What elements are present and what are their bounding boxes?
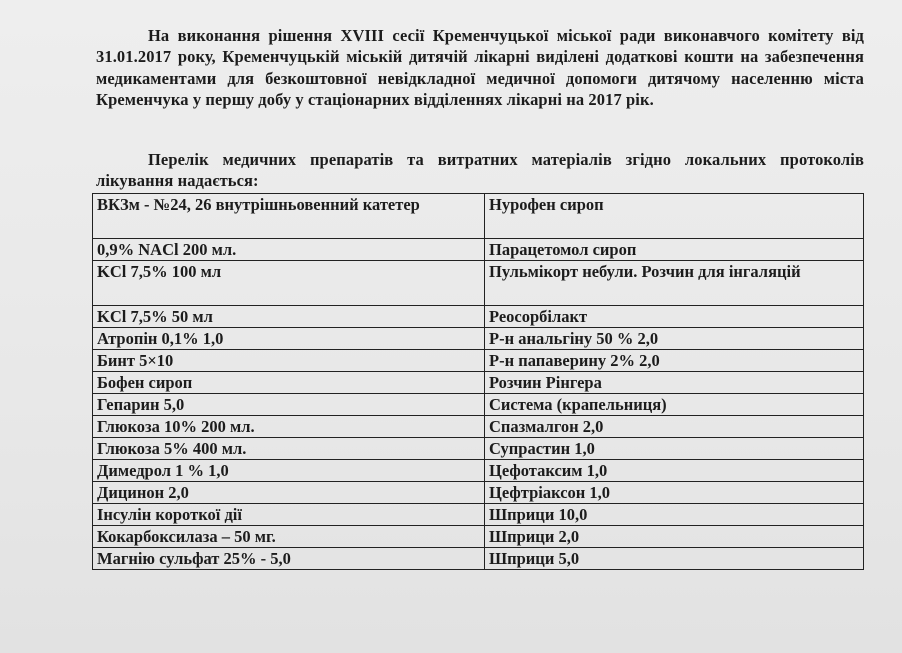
table-row xyxy=(93,460,864,482)
table-cell-left: Дицинон 2,0 xyxy=(93,482,485,504)
table-row xyxy=(93,394,864,416)
table-row xyxy=(93,194,864,239)
table-cell-left: Магнію сульфат 25% - 5,0 xyxy=(93,548,485,570)
table-cell-left: Глюкоза 5% 400 мл. xyxy=(93,438,485,460)
table-row xyxy=(93,328,864,350)
table-cell-right: Р-н анальгіну 50 % 2,0 xyxy=(485,328,864,350)
table-cell-left: Глюкоза 10% 200 мл. xyxy=(93,416,485,438)
table-cell-right: Р-н папаверину 2% 2,0 xyxy=(485,350,864,372)
table-cell-left: Атропін 0,1% 1,0 xyxy=(93,328,485,350)
table-cell-left: Бинт 5×10 xyxy=(93,350,485,372)
table-row xyxy=(93,438,864,460)
table-row xyxy=(93,350,864,372)
table-cell-right: Система (крапельниця) xyxy=(485,394,864,416)
table-cell-left: Бофен сироп xyxy=(93,372,485,394)
table-row xyxy=(93,482,864,504)
table-row xyxy=(93,416,864,438)
table-cell-right: Супрастин 1,0 xyxy=(485,438,864,460)
table-cell-left: ВКЗм - №24, 26 внутрішньовенний катетер xyxy=(93,194,485,239)
table-row xyxy=(93,548,864,570)
table-cell-right: Розчин Рінгера xyxy=(485,372,864,394)
table-cell-right: Цефтріаксон 1,0 xyxy=(485,482,864,504)
table-cell-left: Інсулін короткої дії xyxy=(93,504,485,526)
table-cell-right: Пульмікорт небули. Розчин для інгаляцій xyxy=(485,261,864,306)
table-cell-left: Кокарбоксилаза – 50 мг. xyxy=(93,526,485,548)
table-cell-left: Гепарин 5,0 xyxy=(93,394,485,416)
table-row xyxy=(93,504,864,526)
table-cell-right: Шприци 10,0 xyxy=(485,504,864,526)
table-cell-right: Парацетомол сироп xyxy=(485,239,864,261)
table-row xyxy=(93,526,864,548)
table-cell-left: 0,9% NACl 200 мл. xyxy=(93,239,485,261)
table-row xyxy=(93,372,864,394)
table-cell-left: KCl 7,5% 100 мл xyxy=(93,261,485,306)
medication-table xyxy=(92,193,864,570)
table-row xyxy=(93,239,864,261)
table-cell-right: Цефотаксим 1,0 xyxy=(485,460,864,482)
list-intro-paragraph: Перелік медичних препаратів та витратних матеріалів згідно локальних протоколів лікування надається: xyxy=(96,149,864,190)
table-cell-left: Димедрол 1 % 1,0 xyxy=(93,460,485,482)
table-row xyxy=(93,306,864,328)
table-cell-left: KCl 7,5% 50 мл xyxy=(93,306,485,328)
table-cell-right: Нурофен сироп xyxy=(485,194,864,239)
table-cell-right: Шприци 2,0 xyxy=(485,526,864,548)
table-cell-right: Спазмалгон 2,0 xyxy=(485,416,864,438)
table-row xyxy=(93,261,864,306)
intro-paragraph: На виконання рішення XVIII сесії Кременчуцької міської ради виконавчого комітету від 31.01.2017 року, Кременчуцькій міській дитячій лікарні виділені додаткові кошти на забезпечення медикаментами для безкоштовної невідкладної медичної допомоги дитячому населенню міста Кременчука у першу добу у стаціонарних відділеннях лікарні на 2017 рік. xyxy=(96,25,864,109)
table-cell-right: Шприци 5,0 xyxy=(485,548,864,570)
table-cell-right: Реосорбілакт xyxy=(485,306,864,328)
